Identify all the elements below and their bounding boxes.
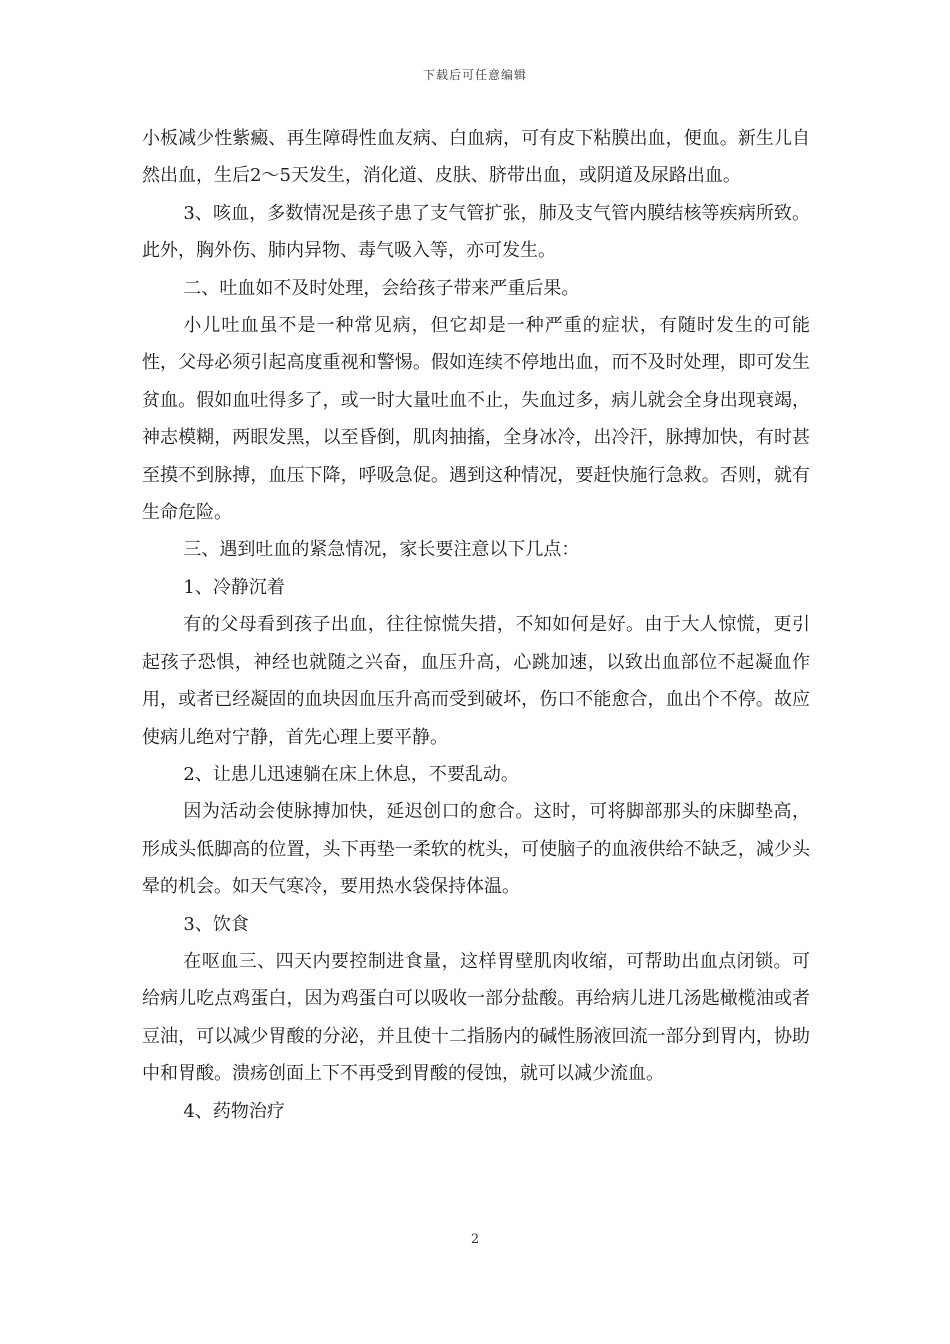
paragraph: 有的父母看到孩子出血，往往惊慌失措，不知如何是好。由于大人惊慌，更引起孩子恐惧，神经也就随之兴奋，血压升高，心跳加速，以致出血部位不起凝血作用，或者已经凝固的血块因血压升高而受到破坏，伤口不能愈合，血出个不停。故应使病儿绝对宁静，首先心理上要平静。	[142, 614, 810, 748]
subsection-heading: 1、冷静沉着	[183, 576, 285, 598]
page-number: 2	[470, 1232, 480, 1247]
subsection-heading: 4、药物治疗	[183, 1100, 285, 1122]
subsection-heading: 2、让患儿迅速躺在床上休息，不要乱动。	[183, 763, 519, 785]
paragraph: 因为活动会使脉搏加快，延迟创口的愈合。这时，可将脚部那头的床脚垫高，形成头低脚高的位置，头下再垫一柔软的枕头，可使脑子的血液供给不缺乏，减少头晕的机会。如天气寒冷，要用热水袋保持体温。	[142, 801, 810, 898]
paragraph: 小板减少性紫癜、再生障碍性血友病、白血病，可有皮下粘膜出血，便血。新生儿自然出血，生后2～5天发生，消化道、皮肤、脐带出血，或阴道及尿路出血。	[142, 128, 810, 187]
section-heading: 三、遇到吐血的紧急情况，家长要注意以下几点：	[183, 539, 580, 561]
document-body	[142, 120, 810, 1130]
section-heading: 二、吐血如不及时处理，会给孩子带来严重后果。	[183, 277, 580, 299]
paragraph: 小儿吐血虽不是一种常见病，但它却是一种严重的症状，有随时发生的可能性，父母必须引起高度重视和警惕。假如连续不停地出血，而不及时处理，即可发生贫血。假如血吐得多了，或一时大量吐血不止，失血过多，病儿就会全身出现衰竭，神志模糊，两眼发黑，以至昏倒，肌肉抽搐，全身冰冷，出冷汗，脉搏加快，有时甚至摸不到脉搏，血压下降，呼吸急促。遇到这种情况，要赶快施行急救。否则，就有生命危险。	[142, 315, 810, 524]
paragraph: 3、咳血，多数情况是孩子患了支气管扩张，肺及支气管内膜结核等疾病所致。此外，胸外伤、肺内异物、毒气吸入等，亦可发生。	[142, 202, 810, 262]
page-header: 下载后可任意编辑	[422, 68, 527, 82]
subsection-heading: 3、饮食	[183, 913, 249, 935]
paragraph: 在呕血三、四天内要控制进食量，这样胃壁肌肉收缩，可帮助出血点闭锁。可给病儿吃点鸡蛋白，因为鸡蛋白可以吸收一部分盐酸。再给病儿进几汤匙橄榄油或者豆油，可以减少胃酸的分泌，并且使十二指肠内的碱性肠液回流一部分到胃内，协助中和胃酸。溃疡创面上下不再受到胃酸的侵蚀，就可以减少流血。	[142, 950, 810, 1085]
